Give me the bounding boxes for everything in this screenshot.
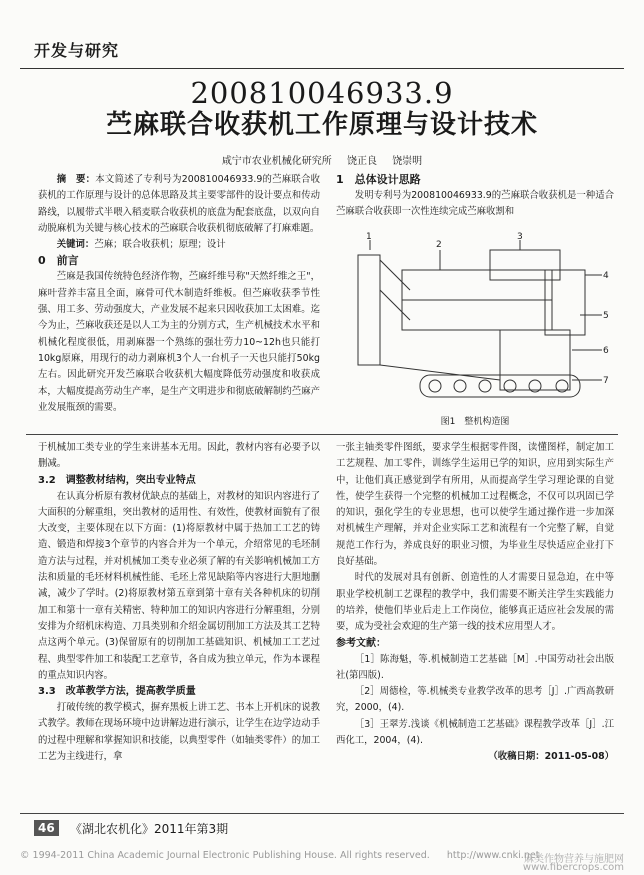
abstract: 摘 要：本文简述了专利号为200810046933.9的苎麻联合收获机的工作原理与设计的总体思路及其主要零部件的设计要点和传动路线，以履带式半喂入稻麦联合收获机的底盘为配套底盘，以双向自动脱麻机为关键与核心技术的苎麻联合收获机彻底破解了打麻难题。 (38, 174, 320, 234)
fig-label-5: 5 (603, 311, 609, 321)
watermark-site-url: www.fibercrops.com (522, 862, 624, 873)
heading-design: 1 总体设计思路 (336, 173, 421, 186)
reference-2: ［2］周德检，等.机械类专业教学改革的思考［J］.广西高教研究，2000，(4). (336, 686, 614, 714)
page-number: 46 (34, 820, 59, 836)
fig-label-3: 3 (517, 232, 523, 242)
heading-3-3: 3.3 改革教学方法，提高教学质量 (38, 686, 196, 698)
right-column-top (336, 172, 614, 221)
watermark-site-name: 麻类作物营养与施肥网 (524, 854, 624, 865)
continuation-paragraph: 于机械加工类专业的学生来讲基本无用。因此，教材内容有必要予以删减。 (38, 442, 320, 470)
bottom-rule (20, 813, 624, 814)
reference-1: ［1］陈海魁，等.机械制造工艺基础［M］.中国劳动社会出版社(第四版). (336, 653, 614, 681)
article-title: 苎麻联合收获机工作原理与设计技术 (105, 110, 538, 140)
right-column-bottom (336, 440, 614, 766)
fig-label-2: 2 (436, 240, 442, 250)
design-paragraph: 发明专利号为200810046933.9的苎麻联合收获机是一种适合苎麻联合收获即一次性连续完成苎麻收割和 (336, 190, 614, 218)
keywords: 关键词：苎麻；联合收获机；原理；设计 (56, 239, 226, 251)
fig-label-1: 1 (366, 232, 372, 242)
author-line (0, 152, 644, 167)
conclusion-paragraph: 时代的发展对具有创新、创造性的人才需要日显急迫，在中等职业学校机制工艺课程的教学中，我们需要不断关注学生实践能力的培养，使他们毕业后走上工作岗位，能够真正适应社会发展的需要，成为受社会欢迎的生产第一线的技术应用型人才。 (336, 572, 614, 633)
top-rule (20, 68, 624, 69)
cnki-link[interactable]: http://www.cnki.net (446, 850, 540, 861)
heading-preface: 0 前言 (38, 254, 79, 268)
copyright-text: © 1994-2011 China Academic Journal Electronic Publishing House. All rights reserved. (20, 850, 430, 861)
figure-caption: 图1 整机构造图 (440, 417, 510, 427)
author-1: 饶正良 (347, 156, 377, 167)
machine-drawing (340, 230, 610, 415)
machine-figure (340, 230, 610, 430)
references-heading: 参考文献： (336, 637, 386, 649)
fig-label-6: 6 (603, 346, 609, 356)
fig-label-4: 4 (603, 271, 609, 281)
affiliation: 咸宁市农业机械化研究所 (221, 156, 332, 167)
middle-rule (26, 434, 618, 435)
journal-name: 《湖北农机化》2011年第3期 (70, 822, 229, 836)
reference-3: ［3］王翠芳.浅谈《机械制造工艺基础》课程教学改革［J］.江西化工，2004，(4). (336, 718, 614, 747)
section-label: 开发与研究 (34, 41, 120, 60)
continuation-paragraph-right: 一张主轴类零件图纸，要求学生根据零件图，读懂图样，制定加工工艺规程、加工零件，训练学生运用已学的知识，应用到实际生产中，让他们真正感觉到学有所用，从而提高学生学习理论课的自觉性，使学生获得一个完整的机械加工过程概念，不仅可以巩固已学的知识，强化学生的专业思想，也可以使学生通过操作进一步加深对机械生产理解，并对企业实际工艺和流程有一个完整了解，自觉规范工作行为，养成良好的职业习惯，为毕业生尽快适应企业打下良好基础。 (336, 442, 614, 568)
paragraph-3-3: 打破传统的教学模式，摒弃黑板上讲工艺、书本上开机床的说教式教学。教师在现场环境中边讲解边进行演示，让学生在边学边动手的过程中理解和掌握知识和技能，以典型零件（如轴类零件）的加工工艺为主线进行，拿 (38, 702, 320, 763)
received-date: （收稿日期：2011-05-08） (488, 751, 614, 763)
patent-number: 200810046933.9 (190, 76, 454, 110)
preface-paragraph: 苎麻是我国传统特色经济作物，苎麻纤维号称"天然纤维之王"，麻叶营养丰富且全面，麻骨可代木制造纤维板。但苎麻收获季节性强、用工多、劳动强度大，产业发展不起来只因收获加工太困难。迄今为止，苎麻收获还是以人工为主的分别方式，生产机械技术水平和机械化程度很低，用剥麻器一个熟练的强壮劳力10~12h也只能打10kg原麻，用现行的动力剥麻机3个人一台机子一天也只能打50kg左右。因此研究开发苎麻联合收获机大幅度降低劳动强度和收获成本，大幅度提高劳动生产率，是生产文明进步和彻底破解制约苎麻产业发展瓶颈的需要。 (38, 271, 320, 413)
author-2: 饶崇明 (392, 156, 423, 167)
fig-label-7: 7 (603, 376, 609, 386)
left-column-top (38, 172, 320, 416)
left-column-bottom (38, 440, 320, 765)
heading-3-2: 3.2 调整教材结构，突出专业特点 (38, 474, 196, 486)
paragraph-3-2: 在认真分析原有教材优缺点的基础上，对教材的知识内容进行了大面积的分解重组，突出教材的适用性、有效性，使教材面貌有了很大改变，主要体现在以下方面：(1)将原教材中属于热加工工艺的铸造、锻造和焊接3个章节的内容合并为一个单元，介绍常见的毛坯制造方法与过程，并对机械加工类专业必须了解的有关影响机械加工方法和质量的毛坯材料机械性能、毛坯上常见缺陷等内容进行大胆地删减，减少了学时。(2)将原教材第五章到第十章有关各种机床的切削加工和第十一章有关精密、特种加工的知识内容进行分解重组，分别安排为介绍机床构造、刀具类别和介绍金属切削加工方法及其工艺特点这两个单元。(3)保留原有的切削加工基础知识、机械加工工艺过程、典型零件加工和装配工艺章节，各自成为独立单元，作为本课程的重点知识内容。 (38, 490, 320, 681)
